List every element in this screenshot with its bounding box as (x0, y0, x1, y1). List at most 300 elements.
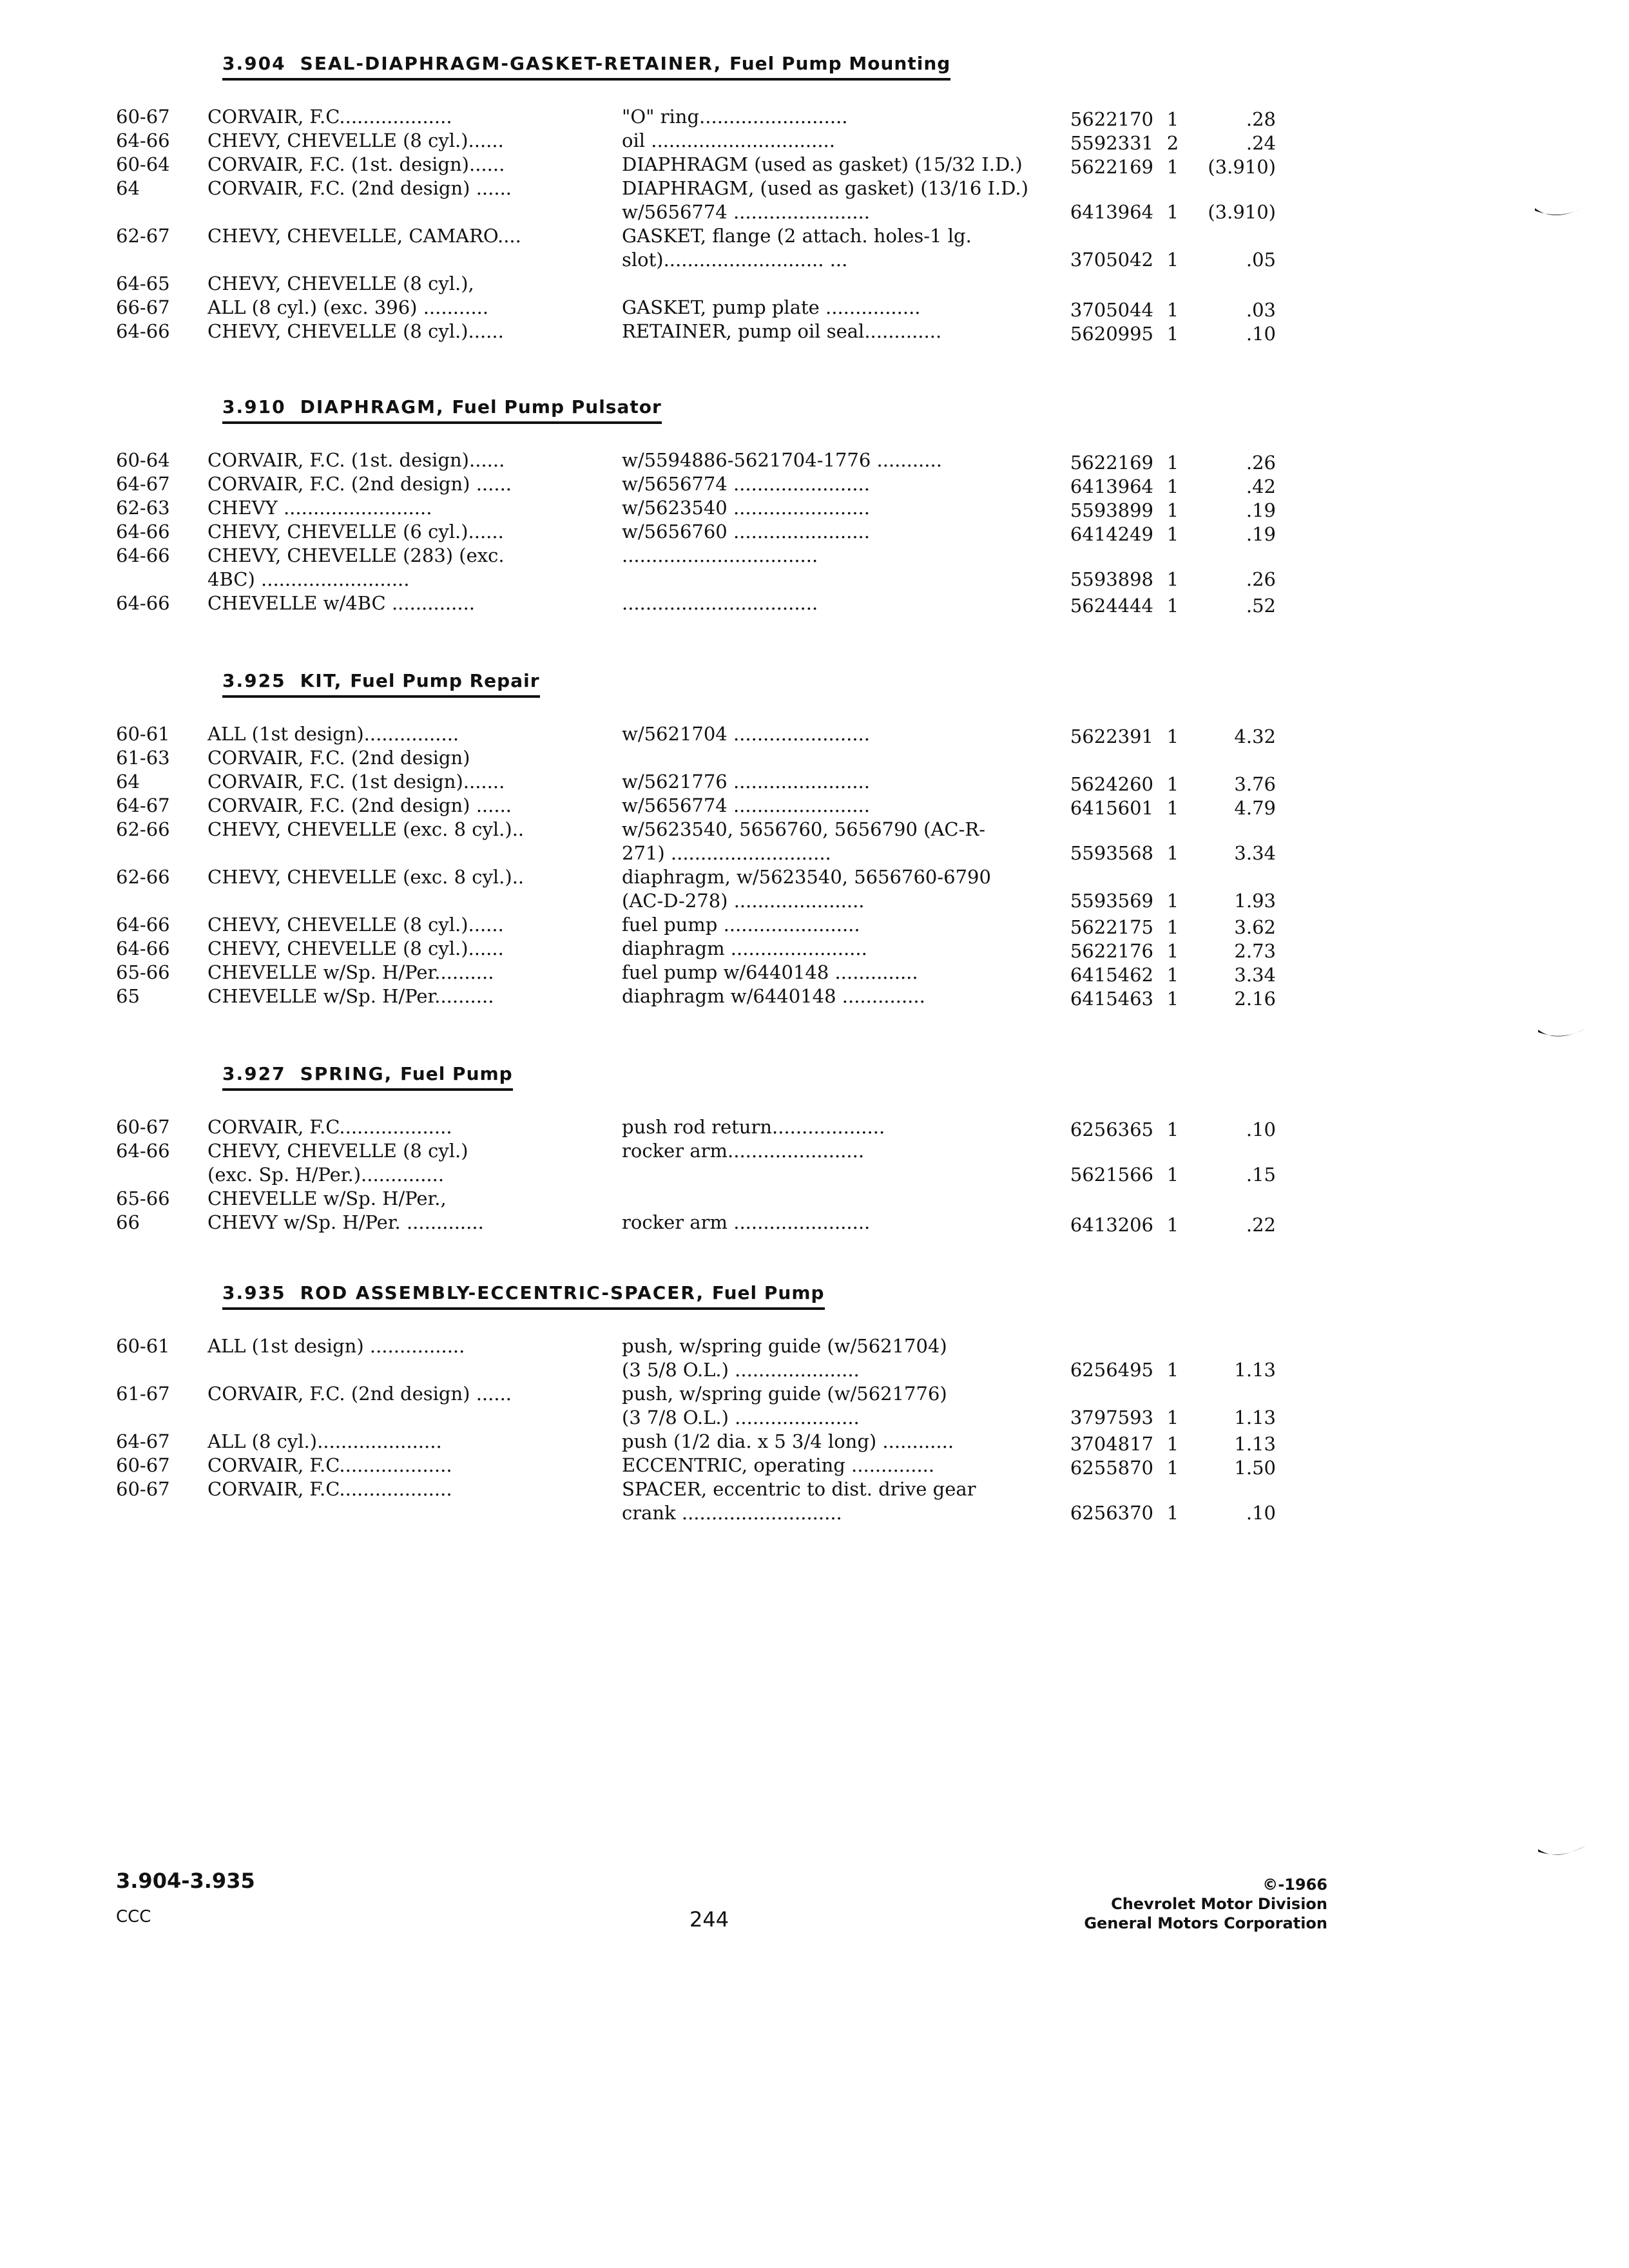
table-row (116, 320, 1340, 343)
part-number-line: 5593898 (1070, 568, 1153, 590)
section-number: 3.927 (222, 1063, 286, 1084)
model-years-line: 64-66 (116, 320, 170, 342)
quantity (1163, 725, 1182, 749)
group-price (1192, 594, 1276, 618)
group-price-line: .10 (1246, 1502, 1276, 1524)
part-number (1057, 987, 1153, 1011)
description (622, 1139, 1157, 1163)
part-number-line: 5622391 (1070, 726, 1153, 747)
model-years (116, 1187, 206, 1211)
model-years (116, 153, 206, 177)
table-row (116, 794, 1340, 818)
model-years-line: 62-63 (116, 497, 170, 519)
group-price (1192, 499, 1276, 523)
group-price (1192, 155, 1276, 179)
quantity-line: 1 (1166, 797, 1179, 819)
table-row (116, 1382, 1340, 1430)
group-price-line: .52 (1246, 595, 1276, 617)
group-price-line: .10 (1246, 1119, 1276, 1140)
application-line: CORVAIR, F.C................... (207, 1454, 452, 1476)
description-line: GASKET, pump plate ................ (622, 296, 921, 318)
description-line: diaphragm w/6440148 .............. (622, 985, 925, 1007)
application (207, 1454, 691, 1477)
part-number (1057, 1432, 1153, 1456)
parts-table (116, 105, 1340, 343)
description-line: ECCENTRIC, operating .............. (622, 1454, 935, 1476)
description-line: oil ............................... (622, 130, 835, 151)
description-line: fuel pump w/6440148 .............. (622, 961, 918, 983)
application-line-2: (exc. Sp. H/Per.).............. (207, 1164, 445, 1186)
quantity (1163, 1358, 1182, 1382)
table-row (116, 105, 1340, 129)
application-line: CORVAIR, F.C. (1st. design)...... (207, 449, 505, 471)
application (207, 448, 691, 472)
model-years-line: 64-66 (116, 937, 170, 959)
application (207, 794, 691, 818)
application-line: CORVAIR, F.C. (2nd design) ...... (207, 1383, 512, 1405)
part-number (1057, 841, 1153, 865)
description-line-2: rocker arm....................... (622, 1140, 865, 1162)
group-price (1192, 451, 1276, 475)
description-line: w/5656760 ....................... (622, 521, 870, 543)
description-line-2: 271) ........................... (622, 842, 831, 864)
model-years (116, 865, 206, 889)
part-number-line: 5621566 (1070, 1164, 1153, 1186)
model-years-line: 64-67 (116, 794, 170, 816)
description-line: w/5594886-5621704-1776 ........... (622, 449, 942, 471)
application-line: ALL (8 cyl.) (exc. 396) ........... (207, 296, 489, 318)
application-line: CHEVY, CHEVELLE (exc. 8 cyl.).. (207, 866, 525, 888)
quantity-line: 1 (1166, 1457, 1179, 1479)
table-row (116, 296, 1340, 320)
page-number: 244 (689, 1907, 729, 1932)
application-line: CHEVY ......................... (207, 497, 432, 519)
part-number-line: 5593568 (1070, 842, 1153, 864)
group-price (1192, 1358, 1276, 1382)
application (207, 937, 691, 961)
application (207, 913, 691, 937)
application (207, 129, 691, 153)
section-title (222, 396, 662, 424)
quantity (1163, 568, 1182, 591)
model-years (116, 296, 206, 320)
model-years-line: 62-66 (116, 818, 170, 840)
model-years (116, 1211, 206, 1235)
description-line: push rod return................... (622, 1116, 885, 1138)
quantity (1163, 594, 1182, 618)
model-years-line: 65-66 (116, 1187, 170, 1209)
quantity-line: 1 (1166, 108, 1179, 130)
part-number-line: 6414249 (1070, 523, 1153, 545)
part-number (1057, 889, 1153, 913)
group-price-line: .26 (1246, 568, 1276, 590)
quantity-line: 1 (1166, 452, 1179, 474)
parts-table (116, 448, 1340, 615)
parts-table (116, 1115, 1340, 1235)
group-price (1192, 131, 1276, 155)
application-line: CHEVY, CHEVELLE (8 cyl.)...... (207, 320, 504, 342)
description-line-2: w/5656774 ....................... (622, 201, 870, 223)
quantity-line: 1 (1166, 595, 1179, 617)
table-row (116, 1187, 1340, 1211)
table-row (116, 520, 1340, 544)
quantity (1163, 939, 1182, 963)
part-number-line: 3704817 (1070, 1433, 1153, 1455)
quantity-line: 1 (1166, 499, 1179, 521)
part-number (1057, 322, 1153, 346)
model-years-line: 60-67 (116, 1116, 170, 1138)
group-price-line: .42 (1246, 476, 1276, 497)
quantity-line: 1 (1166, 476, 1179, 497)
model-years-line: 64-66 (116, 544, 170, 566)
model-years (116, 794, 206, 818)
application-line: CHEVY, CHEVELLE (8 cyl.), (207, 273, 474, 294)
group-price-line: .15 (1246, 1164, 1276, 1186)
group-price (1192, 939, 1276, 963)
model-years (116, 320, 206, 343)
application-line: CHEVY, CHEVELLE (8 cyl.)...... (207, 914, 504, 936)
model-years (116, 1477, 206, 1501)
footer-corporation: General Motors Corporation (1084, 1914, 1327, 1932)
application-line: ALL (1st design)................ (207, 723, 459, 745)
group-price (1192, 841, 1276, 865)
section-subheading: Fuel Pump (400, 1063, 513, 1084)
application-line: CHEVELLE w/Sp. H/Per.......... (207, 961, 494, 983)
footer-ccc: CCC (116, 1907, 151, 1927)
quantity (1163, 108, 1182, 131)
group-price-line: .19 (1246, 523, 1276, 545)
part-number (1057, 1358, 1153, 1382)
application-line: CHEVY, CHEVELLE (8 cyl.)...... (207, 130, 504, 151)
table-row (116, 591, 1340, 615)
quantity-line: 1 (1166, 1359, 1179, 1381)
footer-section-range: 3.904-3.935 (116, 1869, 255, 1893)
group-price-line: 3.62 (1234, 916, 1276, 938)
table-row (116, 865, 1340, 913)
part-number-line: 5622175 (1070, 916, 1153, 938)
part-number (1057, 155, 1153, 179)
part-number (1057, 725, 1153, 749)
model-years (116, 985, 206, 1008)
part-number (1057, 475, 1153, 499)
table-row (116, 818, 1340, 865)
application-line: CORVAIR, F.C. (1st design)....... (207, 771, 505, 793)
application-line: CHEVY, CHEVELLE, CAMARO.... (207, 225, 521, 247)
description-line: GASKET, flange (2 attach. holes-1 lg. (622, 225, 972, 247)
application (207, 177, 691, 200)
model-years-line: 62-67 (116, 225, 170, 247)
part-number (1057, 131, 1153, 155)
part-number-line: 6413206 (1070, 1214, 1153, 1236)
group-price (1192, 568, 1276, 591)
quantity (1163, 1406, 1182, 1430)
group-price (1192, 200, 1276, 224)
part-number-line: 5620995 (1070, 323, 1153, 345)
table-row (116, 1334, 1340, 1382)
application (207, 818, 691, 841)
quantity (1163, 451, 1182, 475)
footer-copyright: ©-1966 (1262, 1876, 1327, 1894)
description-line: diaphragm, w/5623540, 5656760-6790 (622, 866, 991, 888)
application-line: CORVAIR, F.C................... (207, 106, 452, 128)
quantity-line: 1 (1166, 1164, 1179, 1186)
group-price-line: 1.13 (1234, 1433, 1276, 1455)
table-row (116, 496, 1340, 520)
model-years-line: 62-66 (116, 866, 170, 888)
model-years (116, 1115, 206, 1139)
application-line: CHEVELLE w/4BC .............. (207, 592, 476, 614)
model-years-line: 60-64 (116, 153, 170, 175)
group-price (1192, 1456, 1276, 1480)
quantity (1163, 248, 1182, 272)
part-number (1057, 298, 1153, 322)
model-years-line: 64-66 (116, 592, 170, 614)
model-years (116, 105, 206, 129)
quantity-line: 1 (1166, 773, 1179, 795)
application (207, 496, 691, 520)
part-number-line: 6413964 (1070, 476, 1153, 497)
description-line-2: slot)........................... ... (622, 249, 848, 271)
model-years-line: 66 (116, 1211, 140, 1233)
description-line-2: crank ........................... (622, 1502, 842, 1524)
group-price (1192, 987, 1276, 1011)
group-price (1192, 1501, 1276, 1525)
quantity (1163, 1213, 1182, 1237)
group-price (1192, 916, 1276, 939)
model-years-line: 64-66 (116, 1140, 170, 1162)
model-years (116, 1454, 206, 1477)
margin-mark-top (1534, 203, 1585, 229)
part-number (1057, 939, 1153, 963)
quantity (1163, 475, 1182, 499)
application (207, 272, 691, 296)
part-number-line: 3705044 (1070, 299, 1153, 321)
section-title (222, 1282, 825, 1310)
application (207, 722, 691, 746)
quantity (1163, 155, 1182, 179)
part-number-line: 6415601 (1070, 797, 1153, 819)
section-title (222, 1063, 513, 1091)
quantity-line: 1 (1166, 249, 1179, 271)
description-line-2: (3 5/8 O.L.) ..................... (622, 1359, 860, 1381)
application (207, 1187, 691, 1211)
table-row (116, 770, 1340, 794)
part-number (1057, 248, 1153, 272)
application-line: CORVAIR, F.C. (1st. design)...... (207, 153, 505, 175)
group-price-line: .22 (1246, 1214, 1276, 1236)
application (207, 224, 691, 248)
part-number-line: 5593899 (1070, 499, 1153, 521)
table-row (116, 448, 1340, 472)
section-title (222, 53, 950, 81)
group-price (1192, 796, 1276, 820)
application (207, 591, 691, 615)
section-3-935 (116, 1282, 1340, 1525)
application (207, 746, 691, 770)
model-years (116, 448, 206, 472)
application (207, 1382, 691, 1406)
table-row (116, 1430, 1340, 1454)
model-years-line: 61-63 (116, 747, 170, 769)
table-row (116, 961, 1340, 985)
model-years-line: 60-61 (116, 1335, 170, 1357)
quantity-line: 1 (1166, 916, 1179, 938)
table-row (116, 913, 1340, 937)
description-line-2: (3 7/8 O.L.) ..................... (622, 1407, 860, 1428)
model-years (116, 272, 206, 296)
table-row (116, 722, 1340, 746)
group-price (1192, 322, 1276, 346)
application-line: CHEVELLE w/Sp. H/Per., (207, 1187, 447, 1209)
table-row (116, 177, 1340, 224)
application (207, 865, 691, 889)
quantity-line: 1 (1166, 523, 1179, 545)
part-number (1057, 200, 1153, 224)
footer-copyright-block (1031, 1875, 1327, 1933)
model-years-line: 65 (116, 985, 140, 1007)
quantity (1163, 963, 1182, 987)
part-number (1057, 1163, 1153, 1187)
description-line: DIAPHRAGM (used as gasket) (15/32 I.D.) (622, 153, 1023, 175)
application-line: CHEVY, CHEVELLE (8 cyl.)...... (207, 937, 504, 959)
group-price-line: .10 (1246, 323, 1276, 345)
application-line: CORVAIR, F.C. (2nd design) ...... (207, 794, 512, 816)
model-years-line: 60-64 (116, 449, 170, 471)
table-row (116, 746, 1340, 770)
group-price (1192, 108, 1276, 131)
part-number-line: 5593569 (1070, 890, 1153, 912)
model-years (116, 177, 206, 200)
model-years (116, 129, 206, 153)
group-price (1192, 963, 1276, 987)
part-number-line: 5622170 (1070, 108, 1153, 130)
application (207, 961, 691, 985)
group-price-line: .05 (1246, 249, 1276, 271)
group-price-line: .28 (1246, 108, 1276, 130)
application-line: ALL (8 cyl.)..................... (207, 1430, 442, 1452)
group-price-line: 2.16 (1234, 988, 1276, 1010)
table-row (116, 129, 1340, 153)
part-number-line: 6256365 (1070, 1119, 1153, 1140)
model-years-line: 60-61 (116, 723, 170, 745)
section-subheading: Fuel Pump (711, 1282, 825, 1303)
table-row (116, 985, 1340, 1008)
quantity-line: 1 (1166, 1214, 1179, 1236)
group-price (1192, 1406, 1276, 1430)
part-number (1057, 451, 1153, 475)
quantity-line: 1 (1166, 1502, 1179, 1524)
quantity (1163, 796, 1182, 820)
part-number-line: 6413964 (1070, 201, 1153, 223)
part-number (1057, 594, 1153, 618)
group-price (1192, 1118, 1276, 1142)
description-line: fuel pump ....................... (622, 914, 860, 936)
application (207, 153, 691, 177)
footer-left (116, 1869, 255, 1927)
quantity (1163, 889, 1182, 913)
description-line: SPACER, eccentric to dist. drive gear (622, 1478, 976, 1500)
part-number (1057, 1213, 1153, 1237)
description-line: w/5621776 ....................... (622, 771, 870, 793)
footer-division: Chevrolet Motor Division (1111, 1895, 1327, 1913)
description-line-2: (AC-D-278) ...................... (622, 890, 865, 912)
description-line: w/5621704 ....................... (622, 723, 870, 745)
margin-mark-middle (1537, 1024, 1588, 1050)
group-price (1192, 1213, 1276, 1237)
model-years (116, 496, 206, 520)
application (207, 1334, 691, 1358)
description-line: RETAINER, pump oil seal............. (622, 320, 942, 342)
model-years-line: 64 (116, 177, 140, 199)
part-number-line: 5592331 (1070, 132, 1153, 154)
part-number-line: 6415462 (1070, 964, 1153, 986)
group-price (1192, 889, 1276, 913)
quantity (1163, 1163, 1182, 1187)
part-number-line: 5622169 (1070, 452, 1153, 474)
description-line: w/5623540 ....................... (622, 497, 870, 519)
description-line: w/5656774 ....................... (622, 473, 870, 495)
quantity-line: 1 (1166, 988, 1179, 1010)
application-line: CHEVY, CHEVELLE (6 cyl.)...... (207, 521, 504, 543)
part-number (1057, 108, 1153, 131)
group-price (1192, 725, 1276, 749)
table-row (116, 1115, 1340, 1139)
table-row (116, 544, 1340, 591)
section-heading: SPRING, (300, 1063, 393, 1084)
table-row (116, 224, 1340, 272)
quantity-line: 1 (1166, 299, 1179, 321)
application-line: CHEVY, CHEVELLE (283) (exc. (207, 544, 505, 566)
application (207, 544, 691, 591)
application-line: CORVAIR, F.C. (2nd design) (207, 747, 470, 769)
description-line: diaphragm ....................... (622, 937, 867, 959)
quantity-line: 1 (1166, 940, 1179, 962)
group-price-line: 1.13 (1234, 1407, 1276, 1428)
model-years (116, 746, 206, 770)
quantity-line: 1 (1166, 201, 1179, 223)
part-number (1057, 1118, 1153, 1142)
application-line: CORVAIR, F.C. (2nd design) ...... (207, 177, 512, 199)
application (207, 520, 691, 544)
group-price-line: 2.73 (1234, 940, 1276, 962)
quantity-line: 1 (1166, 323, 1179, 345)
application-line: CHEVELLE w/Sp. H/Per.......... (207, 985, 494, 1007)
margin-mark-bottom (1537, 1843, 1588, 1869)
table-row (116, 472, 1340, 496)
part-number (1057, 773, 1153, 796)
section-number: 3.904 (222, 53, 286, 74)
model-years-line: 64-67 (116, 473, 170, 495)
quantity-line: 1 (1166, 842, 1179, 864)
section-subheading: Fuel Pump Mounting (729, 53, 951, 74)
description (622, 544, 1157, 568)
group-price-line: .24 (1246, 132, 1276, 154)
part-number-line: 5624444 (1070, 595, 1153, 617)
part-number-line: 3705042 (1070, 249, 1153, 271)
application (207, 1430, 691, 1454)
application-line: CHEVY, CHEVELLE (8 cyl.) (207, 1140, 468, 1162)
section-3-927 (116, 1063, 1340, 1235)
part-number-line: 5622176 (1070, 940, 1153, 962)
model-years-line: 66-67 (116, 296, 170, 318)
group-price-line: 1.50 (1234, 1457, 1276, 1479)
application-line: CORVAIR, F.C................... (207, 1478, 452, 1500)
table-row (116, 1139, 1340, 1187)
part-number-line: 5622169 (1070, 156, 1153, 178)
quantity (1163, 523, 1182, 546)
group-price (1192, 248, 1276, 272)
section-heading: DIAPHRAGM, (300, 396, 445, 418)
